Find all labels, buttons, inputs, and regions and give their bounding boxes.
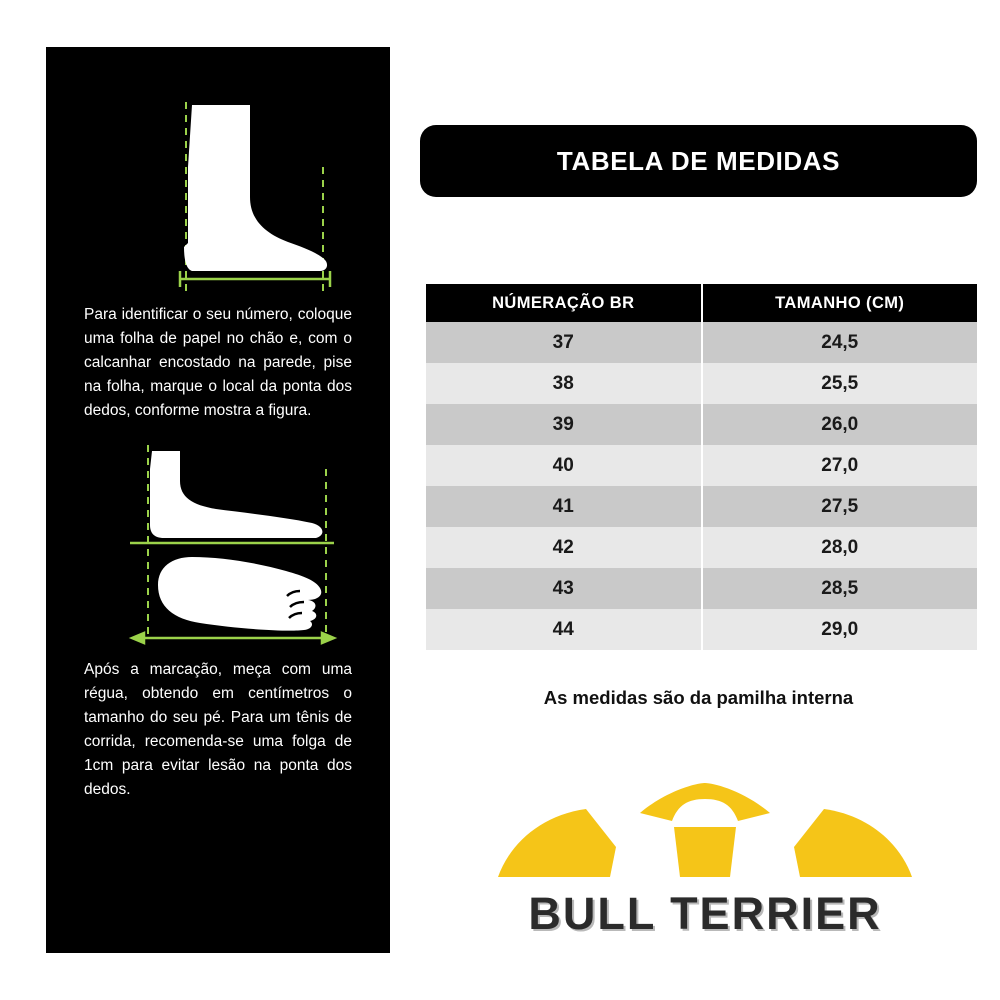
cell-size-cm: 29,0 xyxy=(702,609,978,650)
table-note: As medidas são da pamilha interna xyxy=(543,687,854,708)
cell-size-cm: 28,5 xyxy=(702,568,978,609)
instructions-panel xyxy=(46,47,390,953)
table-body xyxy=(426,322,977,650)
bull-terrier-horns-logo xyxy=(490,777,920,887)
foot-side-profile-measure-diagram xyxy=(46,47,390,297)
cell-size-br: 44 xyxy=(426,609,702,650)
column-header-br: NÚMERAÇÃO BR xyxy=(426,284,702,322)
cell-size-br: 41 xyxy=(426,486,702,527)
cell-size-br: 40 xyxy=(426,445,702,486)
brand-logo xyxy=(480,777,930,940)
cell-size-cm: 26,0 xyxy=(702,404,978,445)
table-row xyxy=(426,527,977,568)
cell-size-cm: 27,0 xyxy=(702,445,978,486)
cell-size-br: 43 xyxy=(426,568,702,609)
size-table xyxy=(426,284,977,650)
table-row xyxy=(426,363,977,404)
instruction-paragraph-2: Após a marcação, meça com uma régua, obtendo em centímetros o tamanho do seu pé. Para um tênis de corrida, recomenda-se uma folga de 1cm para evitar lesão na ponta dos dedos. xyxy=(84,660,352,798)
cell-size-cm: 28,0 xyxy=(702,527,978,568)
table-row xyxy=(426,404,977,445)
table-row xyxy=(426,445,977,486)
brand-wordmark: BULL TERRIER xyxy=(528,888,882,939)
table-row xyxy=(426,568,977,609)
page-title xyxy=(420,125,977,197)
column-header-cm: TAMANHO (CM) xyxy=(702,284,978,322)
page-title-text: TABELA DE MEDIDAS xyxy=(556,145,841,176)
cell-size-br: 38 xyxy=(426,363,702,404)
cell-size-cm: 24,5 xyxy=(702,322,978,363)
cell-size-br: 37 xyxy=(426,322,702,363)
measurements-panel xyxy=(420,47,980,953)
table-row xyxy=(426,486,977,527)
cell-size-cm: 27,5 xyxy=(702,486,978,527)
table-header-row xyxy=(426,284,977,322)
foot-side-and-top-measure-diagram xyxy=(46,439,390,654)
cell-size-br: 42 xyxy=(426,527,702,568)
cell-size-cm: 25,5 xyxy=(702,363,978,404)
instruction-paragraph-1: Para identificar o seu número, coloque uma folha de papel no chão e, com o calcanhar encostado na parede, pise na folha, marque o local da ponta dos dedos, conforme mostra a figura. xyxy=(84,306,352,420)
cell-size-br: 39 xyxy=(426,404,702,445)
table-row xyxy=(426,609,977,650)
table-row xyxy=(426,322,977,363)
